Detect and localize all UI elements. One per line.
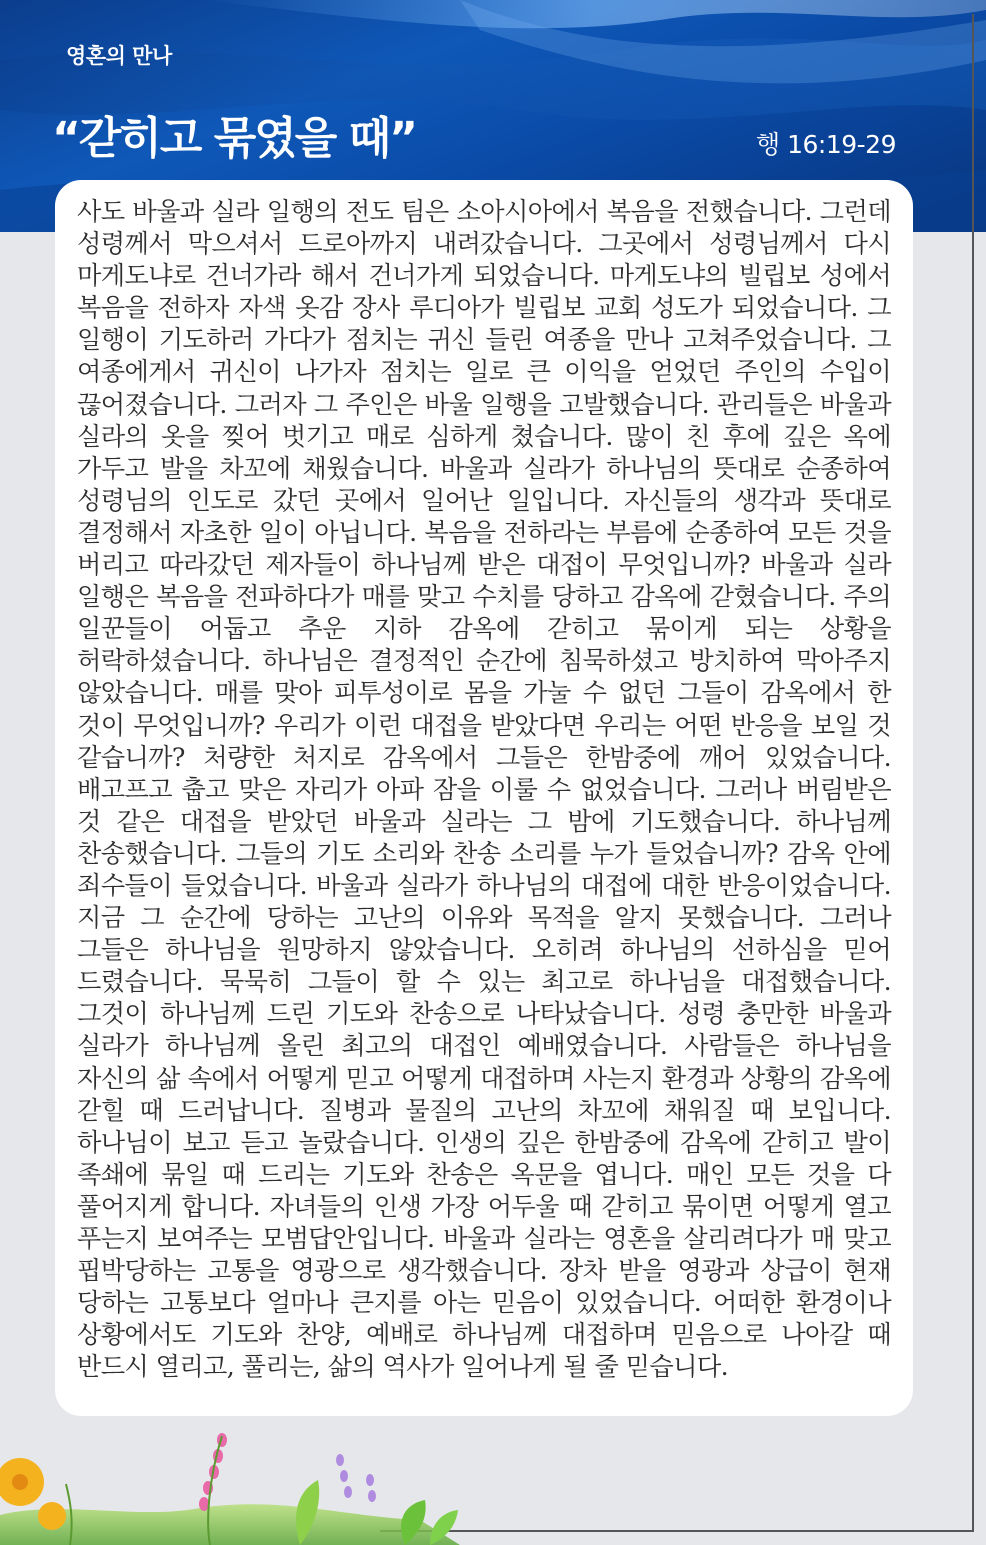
article-card bbox=[55, 180, 913, 1416]
frame-border-right bbox=[972, 14, 974, 1532]
page-title: “갇히고 묶였을 때” bbox=[52, 113, 416, 164]
section-label: 영혼의 만나 bbox=[66, 44, 172, 68]
frame-border-bottom bbox=[380, 1530, 974, 1532]
article-body: 사도 바울과 실라 일행의 전도 팀은 소아시아에서 복음을 전했습니다. 그런데 성령께서 막으셔서 드로아까지 내려갔습니다. 그곳에서 성령님께서 다시 마게도냐로 건너가라 해서 건너가게 되었습니다. 마게도냐의 빌립보 성에서 복음을 전하자 자색 옷감 장사 루디아가 빌립보 교회 성도가 되었습니다. 그 일행이 기도하러 가다가 점치는 귀신 들린 여종을 만나 고쳐주었습니다. 그 여종에게서 귀신이 나가자 점치는 일로 큰 이익을 얻었던 주인의 수입이 끊어졌습니다. 그러자 그 주인은 바울 일행을 고발했습니다. 관리들은 바울과 실라의 옷을 찢어 벗기고 매로 심하게 쳤습니다. 많이 친 후에 깊은 옥에 가두고 발을 차꼬에 채웠습니다. 바울과 실라가 하나님의 뜻대로 순종하여 성령님의 인도로 갔던 곳에서 일어난 일입니다. 자신들의 생각과 뜻대로 결정해서 자초한 일이 아닙니다. 복음을 전하라는 부름에 순종하여 모든 것을 버리고 따라갔던 제자들이 하나님께 받은 대접이 무엇입니까? 바울과 실라 일행은 복음을 전파하다가 매를 맞고 수치를 당하고 감옥에 갇혔습니다. 주의 일꾼들이 어둡고 추운 지하 감옥에 갇히고 묶이게 되는 상황을 허락하셨습니다. 하나님은 결정적인 순간에 침묵하셨고 방치하여 막아주지 않았습니다. 매를 맞아 피투성이로 몸을 가눌 수 없던 그들이 감옥에서 한 것이 무엇입니까? 우리가 이런 대접을 받았다면 우리는 어떤 반응을 보일 것 같습니까? 처량한 처지로 감옥에서 그들은 한밤중에 깨어 있었습니다. 배고프고 춥고 맞은 자리가 아파 잠을 이룰 수 없었습니다. 그러나 버림받은 것 같은 대접을 받았던 바울과 실라는 그 밤에 기도했습니다. 하나님께 찬송했습니다. 그들의 기도 소리와 찬송 소리를 누가 들었습니까? 감옥 안에 죄수들이 들었습니다. 바울과 실라가 하나님의 대접에 대한 반응이었습니다. 지금 그 순간에 당하는 고난의 이유와 목적을 알지 못했습니다. 그러나 그들은 하나님을 원망하지 않았습니다. 오히려 하나님의 선하심을 믿어 드렸습니다. 묵묵히 그들이 할 수 있는 최고로 하나님을 대접했습니다. 그것이 하나님께 드린 기도와 찬송으로 나타났습니다. 성령 충만한 바울과 실라가 하나님께 올린 최고의 대접인 예배였습니다. 사람들은 하나님을 자신의 삶 속에서 어떻게 믿고 어떻게 대접하며 사는지 환경과 상황의 감옥에 갇힐 때 드러납니다. 질병과 물질의 고난의 차꼬에 채워질 때 보입니다. 하나님이 보고 듣고 놀랐습니다. 인생의 깊은 한밤중에 감옥에 갇히고 발이 족쇄에 묶일 때 드리는 기도와 찬송은 옥문을 엽니다. 매인 모든 것을 다 풀어지게 합니다. 자녀들의 인생 가장 어두울 때 갇히고 묶이면 어떻게 열고 푸는지 보여주는 모범답안입니다. 바울과 실라는 영혼을 살리려다가 매 맞고 핍박당하는 고통을 영광으로 생각했습니다. 장차 받을 영광과 상급이 현재 당하는 고통보다 얼마나 큰지를 아는 믿음이 있었습니다. 어떠한 환경이나 상황에서도 기도와 찬양, 예배로 하나님께 대접하며 믿음으로 나아갈 때 반드시 열리고, 풀리는, 삶의 역사가 일어나게 될 줄 믿습니다. bbox=[77, 197, 891, 1382]
flower-decoration bbox=[0, 1420, 460, 1545]
scripture-reference: 행 16:19-29 bbox=[756, 130, 896, 159]
